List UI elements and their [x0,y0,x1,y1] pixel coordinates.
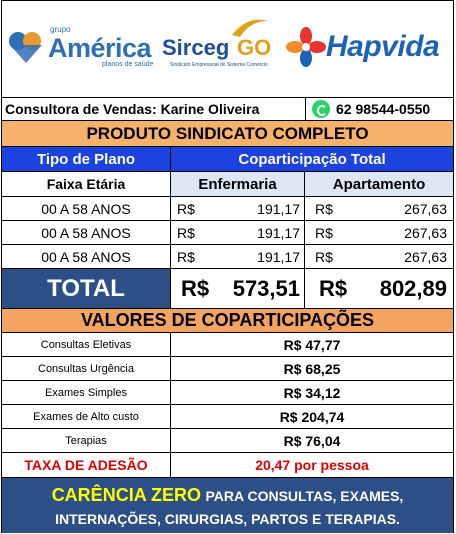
america-name: América [48,33,152,63]
copart-row [2,405,453,429]
plan-type-label: Tipo de Plano [36,150,136,168]
copart-row [2,333,453,357]
coparticipation-title: VALORES DE COPARTICIPAÇÕES [80,310,375,330]
age-header-row [2,172,453,197]
ward-header: Enfermaria [170,172,304,196]
whatsapp-icon [312,100,330,118]
footer-line1: PARA CONSULTAS, EXAMES, [205,488,404,504]
copart-row [2,429,453,453]
copart-value: R$ 34,12 [170,381,453,404]
price-row [2,221,453,245]
america-logo [6,15,156,77]
age-range: 00 A 58 ANOS [41,200,131,217]
hapvida-flower-icon [286,27,326,67]
copart-value: R$ 47,77 [170,333,453,356]
adhesion-value: 20,47 por pessoa [170,453,453,477]
coparticipation-title-row [2,309,453,333]
sirceg-logo [162,15,277,77]
coparticipation-total-label: Coparticipação Total [170,147,453,171]
apartment-header: Apartamento [304,172,453,196]
total-row [2,269,453,309]
apartment-price: 267,63 [404,200,447,217]
ward-currency: R$ [170,197,304,220]
age-range-header: Faixa Etária [46,176,126,192]
america-subtitle: planos de saúde [102,61,154,68]
ward-price: 191,17 [257,248,300,265]
total-apartment-price: 802,89 [379,275,447,301]
ward-currency: R$ [170,221,304,244]
copart-label: Exames Simples [45,386,127,399]
copart-label: Terapias [65,434,107,447]
footer-line2: INTERNAÇÕES, CIRURGIAS, PARTOS E TERAPIAS. [55,511,400,527]
price-sheet [1,0,454,533]
hapvida-name: Hapvida [326,30,440,63]
apartment-price: 267,63 [404,224,447,241]
copart-value: R$ 68,25 [170,357,453,380]
consultant-label: Consultora de Vendas: Karine Oliveira [5,101,260,117]
consultant-row [2,97,453,121]
sirceg-subtitle: Sindicato Empresarial do Sistema Comércio [170,62,268,68]
sirceg-name: Sirceg [162,35,230,60]
product-title-row [2,121,453,147]
copart-label: Consultas Eletivas [40,338,132,351]
ward-price: 191,17 [257,200,300,217]
apartment-currency: R$ [304,245,453,268]
footer-highlight: CARÊNCIA ZERO [51,485,202,505]
product-title: PRODUTO SINDICATO COMPLETO [86,123,369,143]
apartment-currency: R$ [304,221,453,244]
price-row [2,197,453,221]
copart-row [2,357,453,381]
total-label: TOTAL [2,269,170,308]
adhesion-row [2,453,453,478]
copart-value: R$ 204,74 [170,405,453,428]
total-ward-price: 573,51 [232,275,300,301]
price-row [2,245,453,269]
copart-value: R$ 76,04 [170,429,453,452]
hapvida-logo [284,15,449,77]
america-heart-icon [6,27,46,67]
footer-banner [2,478,453,533]
total-ward-currency: R$ [170,269,304,308]
ward-price: 191,17 [257,224,300,241]
copart-row [2,381,453,405]
plan-type-row [2,147,453,172]
adhesion-label: TAXA DE ADESÃO [24,457,148,473]
apartment-price: 267,63 [404,248,447,265]
age-range: 00 A 58 ANOS [41,248,131,265]
logo-header [2,1,453,97]
ward-currency: R$ [170,245,304,268]
consultant-phone-cell [305,98,453,120]
america-grupo-label: grupo [50,25,71,34]
sirceg-go: GO [237,35,272,60]
consultant-phone: 62 98544-0550 [336,101,431,117]
age-range: 00 A 58 ANOS [41,224,131,241]
apartment-currency: R$ [304,197,453,220]
copart-label: Consultas Urgência [38,362,134,375]
total-apartment-currency: R$ [304,269,453,308]
copart-label: Exames de Alto custo [33,410,139,423]
